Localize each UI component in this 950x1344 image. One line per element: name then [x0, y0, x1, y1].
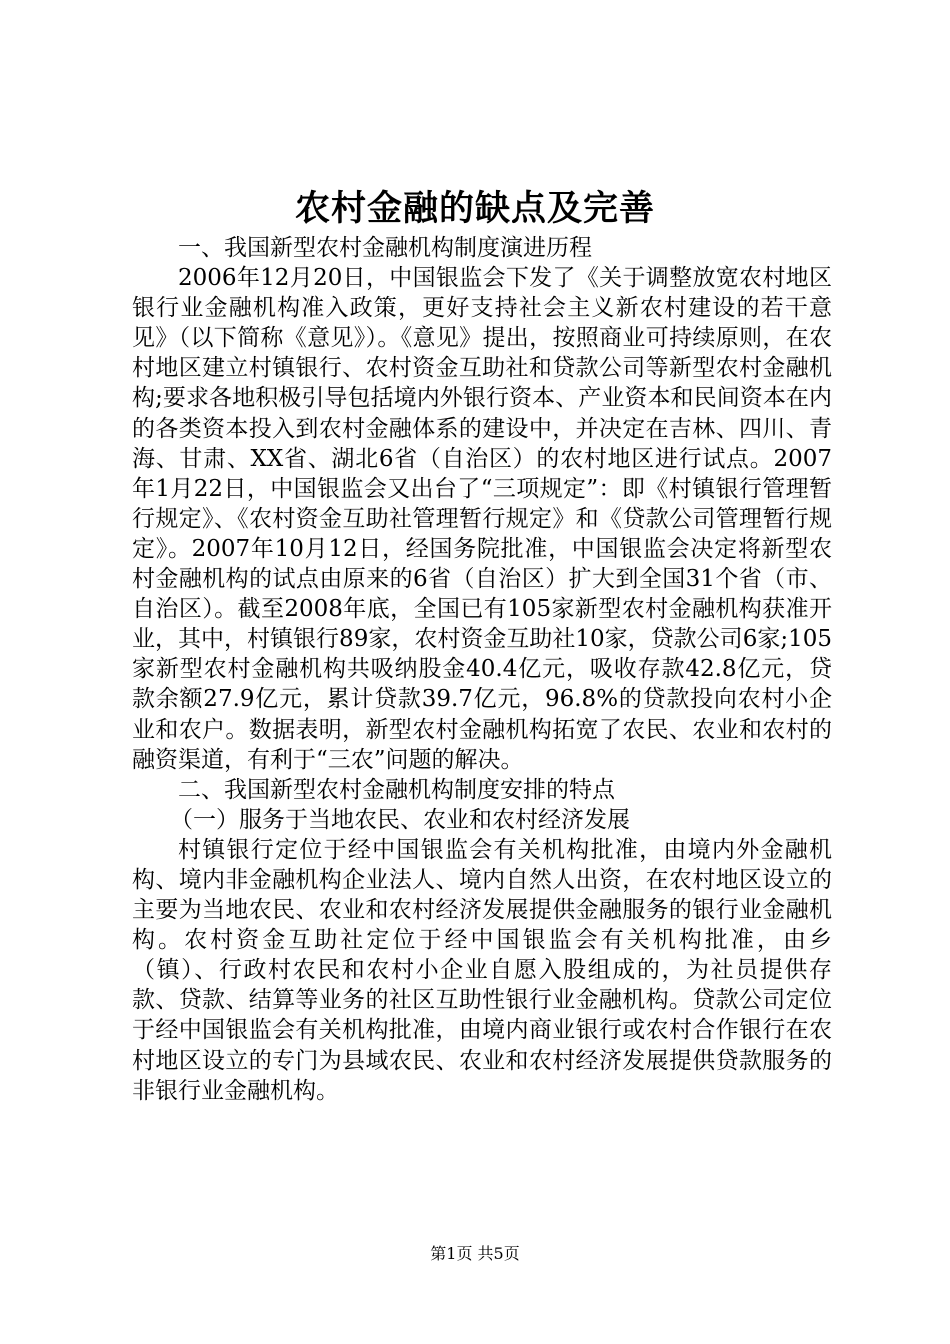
paragraph-history: 2006年12月20日，中国银监会下发了《关于调整放宽农村地区银行业金融机构准入政策，更好支持社会主义新农村建设的若干意见》（以下简称《意见》）。《意见》提出，按照商业可持续原则，在农村地区建立村镇银行、农村资金互助社和贷款公司等新型农村金融机构;要求各地积极引导包括境内外银行资本、产业资本和民间资本在内的各类资本投入到农村金融体系的建设中，并决定在吉林、四川、青海、甘肃、XX省、湖北6省（自治区）的农村地区进行试点。2007年1月22日，中国银监会又出台了“三项规定”：即《村镇银行管理暂行规定》、《农村资金互助社管理暂行规定》和《贷款公司管理暂行规定》。2007年10月12日，经国务院批准，中国银监会决定将新型农村金融机构的试点由原来的6省（自治区）扩大到全国31个省（市、自治区）。截至2008年底，全国已有105家新型农村金融机构获准开业，其中，村镇银行89家，农村资金互助社10家，贷款公司6家;105家新型农村金融机构共吸纳股金40.4亿元，吸收存款42.8亿元，贷款余额27.9亿元，累计贷款39.7亿元，96.8%的贷款投向农村小企业和农户。数据表明，新型农村金融机构拓宽了农民、农业和农村的融资渠道，有利于“三农”问题的解决。 [132, 265, 832, 773]
section-heading-1: 一、我国新型农村金融机构制度演进历程 [178, 235, 592, 261]
subsection-heading-1: （一）服务于当地农民、农业和农村经济发展 [169, 806, 630, 833]
page-footer: 第1页 共5页 [430, 1244, 520, 1263]
document-body [132, 233, 832, 1106]
paragraph-positioning: 村镇银行定位于经中国银监会有关机构批准，由境内外金融机构、境内非金融机构企业法人、境内自然人出资，在农村地区设立的主要为当地农民、农业和农村经济发展提供金融服务的银行业金融机构。农村资金互助社定位于经中国银监会有关机构批准，由乡（镇）、行政村农民和农村小企业自愿入股组成的，为社员提供存款、贷款、结算等业务的社区互助性银行业金融机构。贷款公司定位于经中国银监会有关机构批准，由境内商业银行或农村合作银行在农村地区设立的专门为县域农民、农业和农村经济发展提供贷款服务的非银行业金融机构。 [132, 836, 832, 1104]
document-title: 农村金融的缺点及完善 [294, 188, 655, 229]
section-heading-2: 二、我国新型农村金融机构制度安排的特点 [178, 776, 615, 803]
